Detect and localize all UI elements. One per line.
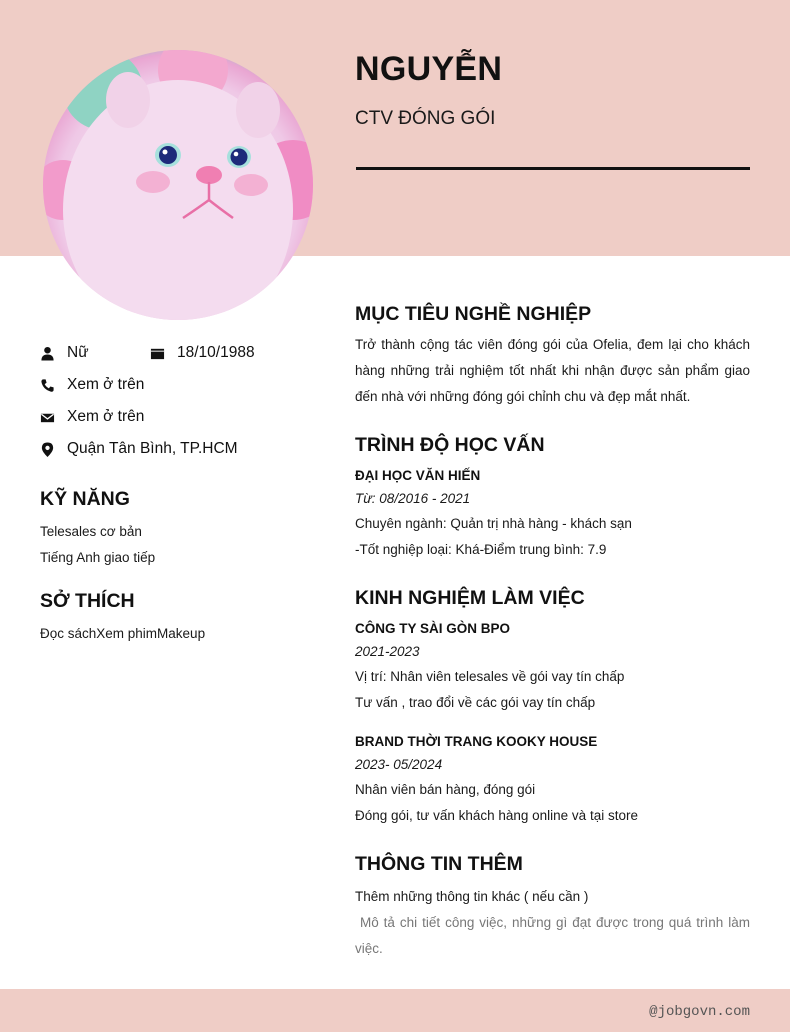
skill-item: Tiếng Anh giao tiếp [40,550,156,565]
objective-text: Trở thành cộng tác viên đóng gói của Ofelia, đem lại cho khách hàng những trải nghiệm tốt nhất khi nhận được sản phẩm giao đến nhà với những đóng gói chỉnh chu và đẹp mắt nhất. [355,337,750,404]
job-line: Vị trí: Nhân viên telesales về gói vay tín chấp [355,669,625,684]
job-line: Nhân viên bán hàng, đóng gói [355,782,536,797]
job-line: Tư vấn , trao đổi về các gói vay tín chấp [355,695,596,710]
school-name: ĐẠI HỌC VĂN HIẾN [355,468,481,483]
gender-value: Nữ [67,344,89,361]
hobbies-text: Đọc sáchXem phimMakeup [40,626,206,641]
experience-heading: KINH NGHIỆM LÀM VIỆC [355,587,585,609]
job-period: 2023- 05/2024 [355,757,443,772]
additional-heading: THÔNG TIN THÊM [355,853,523,875]
education-line: -Tốt nghiệp loại: Khá-Điểm trung bình: 7.9 [355,542,607,557]
education-period: Từ: 08/2016 - 2021 [355,491,471,506]
calendar-icon [150,345,165,361]
address-row [40,438,238,460]
company-name: BRAND THỜI TRANG KOOKY HOUSE [355,734,598,749]
address-value: Quận Tân Bình, TP.HCM [67,440,238,457]
skills-heading: KỸ NĂNG [40,488,130,510]
email-icon [40,409,55,425]
education-heading: TRÌNH ĐỘ HỌC VẤN [355,434,545,456]
candidate-name: NGUYỄN [355,50,503,88]
phone-row [40,374,144,396]
additional-placeholder: Mô tả chi tiết công việc, những gì đạt được trong quá trình làm việc. [355,915,754,956]
user-icon [40,345,55,361]
avatar [43,50,313,320]
email-value: Xem ở trên [67,408,145,425]
objective-heading: MỤC TIÊU NGHỀ NGHIỆP [355,303,592,325]
phone-icon [40,377,55,393]
birthday-value: 18/10/1988 [177,344,255,361]
cat-illustration-icon [43,50,313,320]
footer-watermark: @jobgovn.com [649,1004,750,1020]
job-title: CTV ĐÓNG GÓI [355,108,496,129]
job-line: Đóng gói, tư vấn khách hàng online và tại store [355,808,638,823]
company-name: CÔNG TY SÀI GÒN BPO [355,621,511,636]
job-period: 2021-2023 [355,644,420,659]
gender-row [40,342,89,364]
skill-item: Telesales cơ bản [40,524,142,539]
email-row [40,406,144,428]
location-pin-icon [40,441,55,457]
education-line: Chuyên ngành: Quản trị nhà hàng - khách sạn [355,516,632,531]
birthday-row [150,342,255,364]
additional-line: Thêm những thông tin khác ( nếu cần ) [355,889,589,904]
hobbies-heading: SỞ THÍCH [40,590,135,612]
title-divider [356,167,750,170]
phone-value: Xem ở trên [67,376,145,393]
